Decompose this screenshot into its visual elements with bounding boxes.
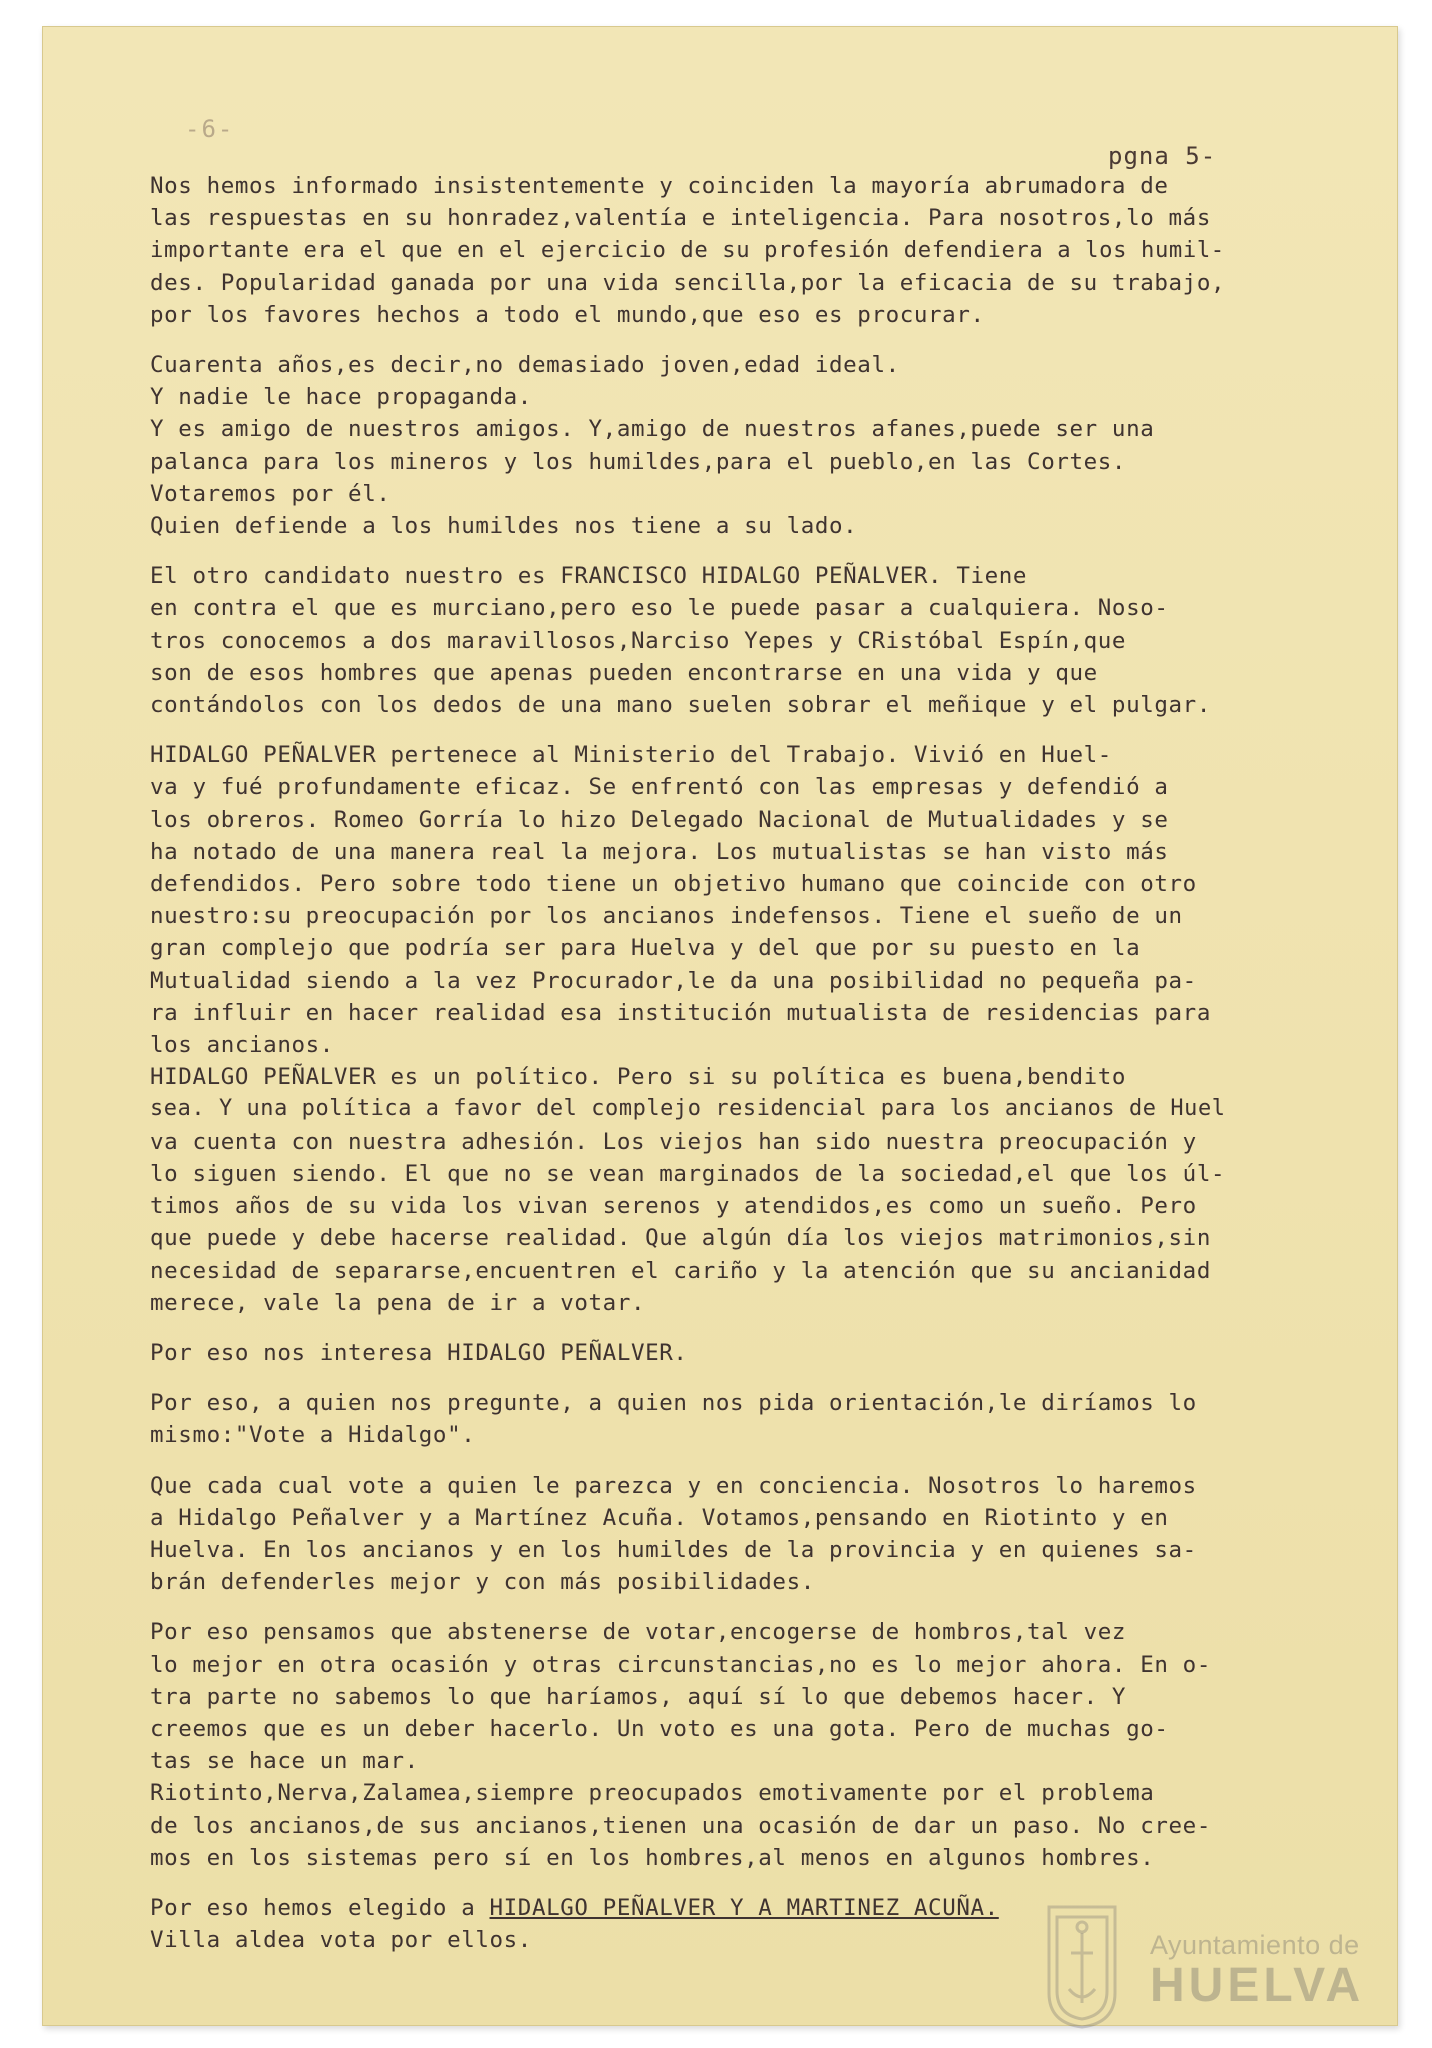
text-line: des. Popularidad ganada por una vida sencilla,por la eficacia de su trabajo, <box>150 269 1226 296</box>
text-line: ha notado de una manera real la mejora. Los mutualistas se han visto más <box>150 838 1169 865</box>
city-seal-icon <box>1043 1893 1121 2031</box>
text-line: brán defenderles mejor y con más posibilidades. <box>150 1569 815 1596</box>
text-line: por los favores hechos a todo el mundo,que eso es procurar. <box>150 301 985 328</box>
paragraph <box>150 1061 1230 1319</box>
paragraph <box>150 1616 1230 1874</box>
text-line: El otro candidato nuestro es FRANCISCO HIDALGO PEÑALVER. Tiene <box>150 563 1028 590</box>
municipal-watermark <box>1150 1930 1364 2011</box>
text-line: Nos hemos informado insistentemente y coinciden la mayoría abrumadora de <box>150 173 1169 199</box>
text-line: contándolos con los dedos de una mano suelen sobrar el meñique y el pulgar. <box>150 692 1211 719</box>
watermark-line1: Ayuntamiento de <box>1150 1930 1360 1960</box>
text-line: Mutualidad siendo a la vez Procurador,le da una posibilidad no pequeña pa- <box>150 967 1197 994</box>
text-line: nuestro:su preocupación por los ancianos indefensos. Tiene el sueño de un <box>150 903 1183 930</box>
text-line: que puede y debe hacerse realidad. Que algún día los viejos matrimonios,sin <box>150 1225 1211 1252</box>
text-line: HIDALGO PEÑALVER pertenece al Ministerio del Trabajo. Vivió en Huel- <box>150 742 1112 769</box>
paragraph <box>150 349 1230 542</box>
text-line: los ancianos. <box>150 1032 334 1059</box>
page-mark: -6- <box>185 115 235 143</box>
text-line: creemos que es un deber hacerlo. Un voto es una gota. Pero de muchas go- <box>150 1715 1169 1742</box>
text-line: tra parte no sabemos lo que haríamos, aquí sí lo que debemos hacer. Y <box>150 1683 1127 1710</box>
text-line: necesidad de separarse,encuentren el cariño y la atención que su ancianidad <box>150 1257 1211 1284</box>
paragraph <box>150 739 1230 1061</box>
text-line: mismo:"Vote a Hidalgo". <box>150 1422 476 1449</box>
text-line: Por eso nos interesa HIDALGO PEÑALVER. <box>150 1339 688 1366</box>
page-number: pgna 5- <box>1108 142 1217 170</box>
text-line: Quien defiende a los humildes nos tiene a su lado. <box>150 513 858 540</box>
text-line: Que cada cual vote a quien le parezca y en conciencia. Nosotros lo haremos <box>150 1472 1197 1499</box>
paragraph <box>150 560 1230 721</box>
text-line: a Hidalgo Peñalver y a Martínez Acuña. Votamos,pensando en Riotinto y en <box>150 1504 1169 1531</box>
paragraph <box>150 170 1230 331</box>
letter-body <box>150 170 1230 1974</box>
paragraph <box>150 1470 1230 1599</box>
text-line: va cuenta con nuestra adhesión. Los viejos han sido nuestra preocupación y <box>150 1128 1197 1155</box>
text-line: lo siguen siendo. El que no se vean marginados de la sociedad,el que los úl- <box>150 1160 1226 1187</box>
text-line: las respuestas en su honradez,valentía e inteligencia. Para nosotros,lo más <box>150 205 1211 232</box>
text-line: va y fué profundamente eficaz. Se enfrentó con las empresas y defendió a <box>150 774 1169 801</box>
text-line: gran complejo que podría ser para Huelva y del que por su puesto en la <box>150 935 1141 962</box>
text-line: HIDALGO PEÑALVER es un político. Pero si su política es buena,bendito <box>150 1064 1127 1091</box>
closing-names: HIDALGO PEÑALVER Y A MARTINEZ ACUÑA. <box>489 1894 999 1921</box>
text-line: Y nadie le hace propaganda. <box>150 384 532 411</box>
text-line: Votaremos por él. <box>150 480 391 507</box>
text-line: Y es amigo de nuestros amigos. Y,amigo de nuestros afanes,puede ser una <box>150 416 1155 443</box>
paragraph <box>150 1387 1230 1451</box>
text-line: timos años de su vida los vivan serenos y atendidos,es como un sueño. Pero <box>150 1193 1197 1220</box>
text-line: Por eso, a quien nos pregunte, a quien nos pida orientación,le diríamos lo <box>150 1390 1197 1417</box>
signature: Villa aldea vota por ellos. <box>150 1927 532 1954</box>
text-line: Huelva. En los ancianos y en los humildes de la provincia y en quienes sa- <box>150 1536 1197 1563</box>
text-line: ra influir en hacer realidad esa institución mutualista de residencias para <box>150 999 1211 1026</box>
text-line: en contra el que es murciano,pero eso le puede pasar a cualquiera. Noso- <box>150 595 1169 622</box>
text-line: tas se hace un mar. <box>150 1748 419 1775</box>
closing-prefix: Por eso hemos elegido a <box>150 1894 490 1921</box>
text-line: palanca para los mineros y los humildes,para el pueblo,en las Cortes. <box>150 448 1127 475</box>
text-line: tros conocemos a dos maravillosos,Narciso Yepes y CRistóbal Espín,que <box>150 627 1127 654</box>
text-line: los obreros. Romeo Gorría lo hizo Delegado Nacional de Mutualidades y se <box>150 806 1169 833</box>
text-line: son de esos hombres que apenas pueden encontrarse en una vida y que <box>150 659 1098 686</box>
text-line: importante era el que en el ejercicio de su profesión defendiera a los humil- <box>150 237 1225 264</box>
text-line: Cuarenta años,es decir,no demasiado joven,edad ideal. <box>150 352 900 379</box>
text-line: de los ancianos,de sus ancianos,tienen una ocasión de dar un paso. No cree- <box>150 1812 1211 1839</box>
watermark-line2: HUELVA <box>1150 1959 1365 2012</box>
text-line: sea. Y una política a favor del complejo residencial para los ancianos de Huel <box>150 1096 1226 1122</box>
text-line: lo mejor en otra ocasión y otras circunstancias,no es lo mejor ahora. En o- <box>150 1651 1211 1678</box>
text-line: Riotinto,Nerva,Zalamea,siempre preocupados emotivamente por el problema <box>150 1780 1155 1807</box>
text-line: merece, vale la pena de ir a votar. <box>150 1289 646 1316</box>
text-line: Por eso pensamos que abstenerse de votar,encogerse de hombros,tal vez <box>150 1619 1127 1646</box>
text-line: mos en los sistemas pero sí en los hombres,al menos en algunos hombres. <box>150 1844 1155 1871</box>
paragraph <box>150 1337 1230 1369</box>
text-line: defendidos. Pero sobre todo tiene un objetivo humano que coincide con otro <box>150 871 1197 898</box>
